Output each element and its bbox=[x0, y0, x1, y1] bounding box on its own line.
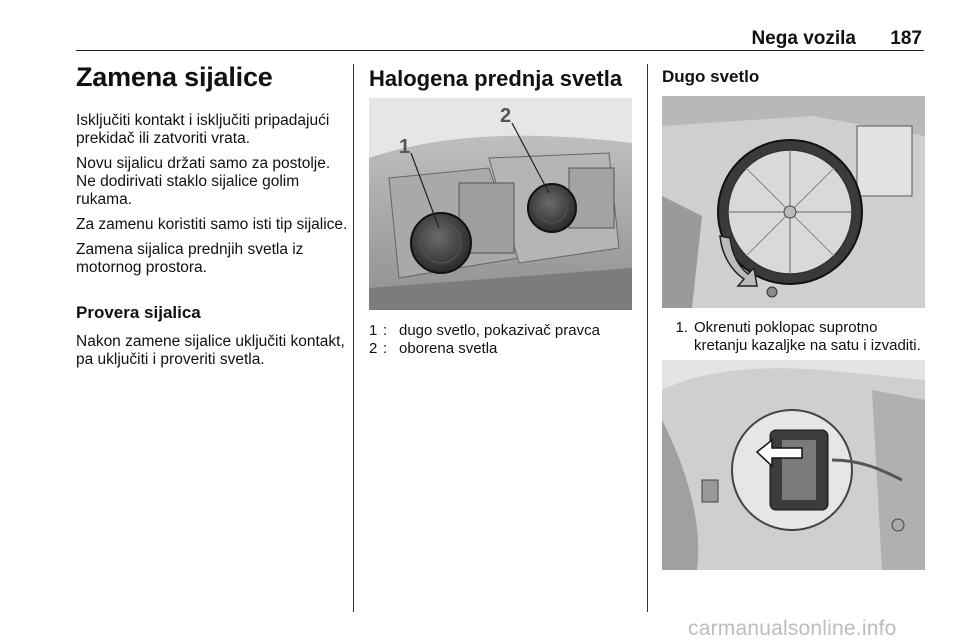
column1-body bbox=[76, 112, 348, 284]
figure-high-beam-cover bbox=[662, 96, 925, 308]
header-rule bbox=[76, 50, 924, 51]
paragraph: Novu sijalicu držati samo za postolje. Ne dodirivati staklo sijalice golim rukama. bbox=[76, 155, 331, 208]
legend-item: 1 : dugo svetlo, pokazivač pravca bbox=[369, 322, 600, 339]
legend-item: 2 : oborena svetla bbox=[369, 340, 498, 357]
callout-1: 1 bbox=[399, 136, 411, 158]
section-title: Nega vozila bbox=[751, 28, 856, 49]
paragraph: Za zamenu koristiti samo isti tip sijalice. bbox=[76, 216, 348, 233]
paragraph: Nakon zamene sijalice uključiti kontakt, pa uključiti i proveriti svetla. bbox=[76, 333, 345, 368]
heading-bulb-replacement: Zamena sijalice bbox=[76, 62, 273, 92]
page-number: 187 bbox=[890, 28, 922, 49]
figure-legend bbox=[369, 322, 639, 358]
heading-halogen-headlights: Halogena prednja svetla bbox=[369, 66, 623, 91]
callout-2: 2 bbox=[500, 105, 512, 127]
column-divider-1 bbox=[353, 64, 354, 612]
watermark: carmanualsonline.info bbox=[688, 617, 897, 640]
heading-high-beam: Dugo svetlo bbox=[662, 67, 760, 86]
instruction-step: 1. Okrenuti poklopac suprotno kretanju kazaljke na satu i izvaditi. bbox=[675, 319, 921, 354]
column-divider-2 bbox=[647, 64, 648, 612]
figure-bulb-removal bbox=[662, 360, 925, 570]
subheading-bulb-check: Provera sijalica bbox=[76, 303, 201, 322]
paragraph: Isključiti kontakt i isključiti pripadajući prekidač ili zatvoriti vrata. bbox=[76, 112, 330, 147]
figure-halogen-headlight bbox=[369, 98, 632, 310]
paragraph: Zamena sijalica prednjih svetla iz motornog prostora. bbox=[76, 241, 304, 276]
